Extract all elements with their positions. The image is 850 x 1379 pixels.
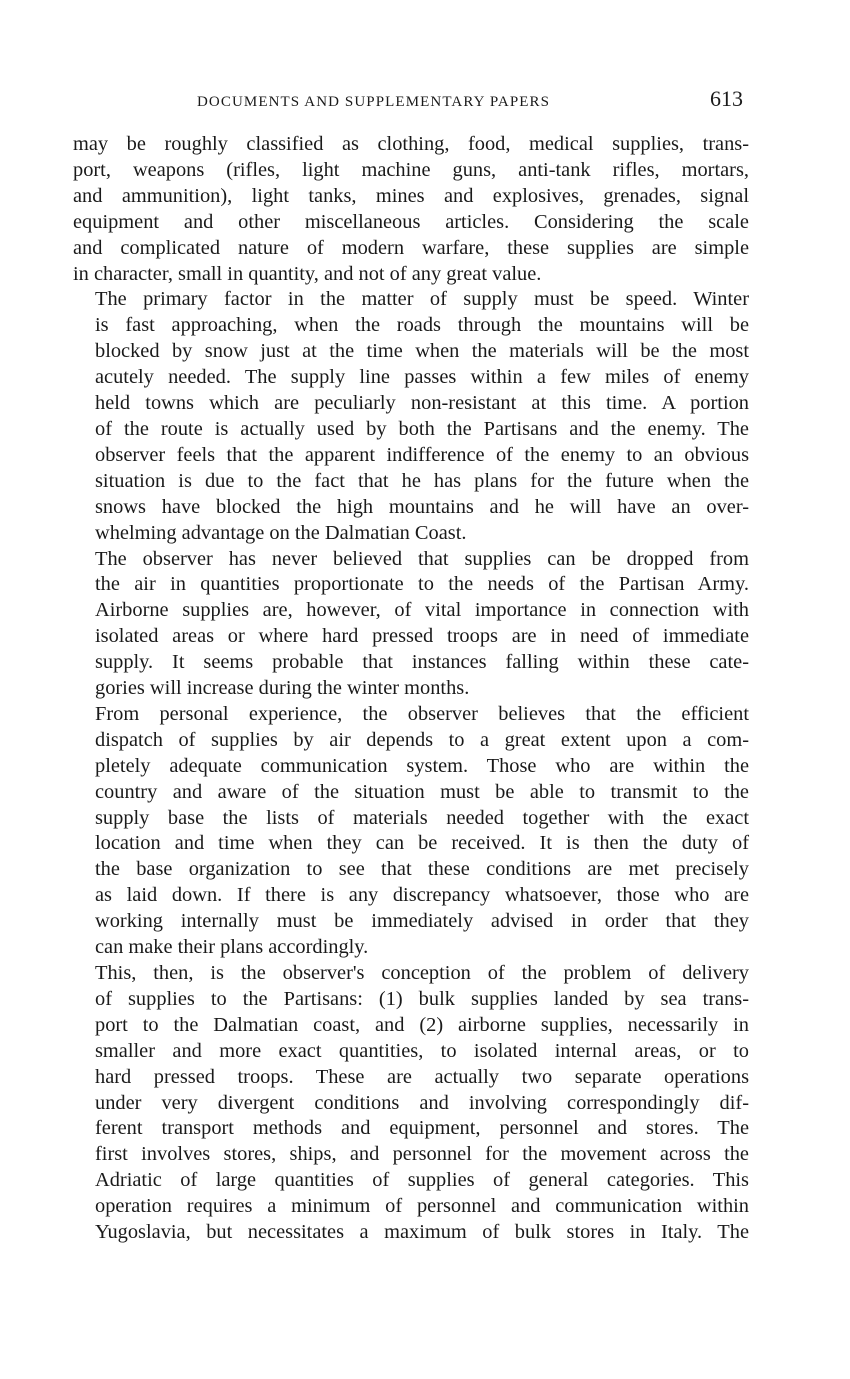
text-line: of the route is actually used by both the Partisans and the enemy. The	[95, 417, 749, 440]
text-line: dispatch of supplies by air depends to a great extent upon a com-	[95, 728, 749, 751]
text-line: Airborne supplies are, however, of vital importance in connection with	[95, 599, 749, 622]
text-line: ferent transport methods and equipment, personnel and stores. The	[95, 1117, 749, 1140]
paragraph	[73, 132, 749, 287]
text-line: supply base the lists of materials needed together with the exact	[95, 806, 749, 829]
body-text	[73, 132, 749, 1246]
text-line: situation is due to the fact that he has plans for the future when the	[95, 469, 749, 492]
text-line: The observer has never believed that supplies can be dropped from	[95, 547, 749, 570]
text-line: acutely needed. The supply line passes within a few miles of enemy	[95, 366, 749, 389]
text-line: can make their plans accordingly.	[95, 936, 369, 959]
text-line: port, weapons (rifles, light machine guns, anti-tank rifles, mortars,	[73, 158, 749, 181]
text-line: smaller and more exact quantities, to isolated internal areas, or to	[95, 1039, 749, 1062]
paragraph	[73, 547, 749, 702]
text-line: as laid down. If there is any discrepancy whatsoever, those who are	[95, 884, 749, 907]
text-line: isolated areas or where hard pressed troops are in need of immediate	[95, 625, 749, 648]
text-line: location and time when they can be received. It is then the duty of	[95, 832, 749, 855]
text-line: and complicated nature of modern warfare, these supplies are simple	[73, 236, 749, 259]
text-line: of supplies to the Partisans: (1) bulk supplies landed by sea trans-	[95, 987, 749, 1010]
text-line: country and aware of the situation must be able to transmit to the	[95, 780, 749, 803]
text-line: the air in quantities proportionate to the needs of the Partisan Army.	[95, 573, 749, 596]
document-page	[73, 84, 749, 1246]
text-line: is fast approaching, when the roads through the mountains will be	[95, 314, 749, 337]
paragraph	[73, 961, 749, 1246]
text-line: under very divergent conditions and involving correspondingly dif-	[95, 1091, 749, 1114]
text-line: pletely adequate communication system. Those who are within the	[95, 754, 749, 777]
text-line: gories will increase during the winter months.	[95, 677, 470, 700]
paragraph	[73, 287, 749, 546]
running-header	[73, 84, 749, 118]
text-line: operation requires a minimum of personnel and communication within	[95, 1195, 749, 1218]
page-number: 613	[710, 86, 743, 111]
text-line: first involves stores, ships, and personnel for the movement across the	[95, 1143, 749, 1166]
text-line: The primary factor in the matter of supply must be speed. Winter	[95, 288, 749, 311]
text-line: in character, small in quantity, and not of any great value.	[73, 262, 542, 285]
text-line: supply. It seems probable that instances falling within these cate-	[95, 651, 749, 674]
paragraph	[73, 702, 749, 961]
text-line: and ammunition), light tanks, mines and explosives, grenades, signal	[73, 184, 749, 207]
text-line: Adriatic of large quantities of supplies of general categories. This	[95, 1169, 749, 1192]
text-line: working internally must be immediately advised in order that they	[95, 910, 749, 933]
text-line: snows have blocked the high mountains and he will have an over-	[95, 495, 749, 518]
text-line: From personal experience, the observer believes that the efficient	[95, 702, 749, 725]
text-line: blocked by snow just at the time when the materials will be the most	[95, 340, 749, 363]
text-line: whelming advantage on the Dalmatian Coast.	[95, 521, 467, 544]
text-line: observer feels that the apparent indifference of the enemy to an obvious	[95, 443, 749, 466]
text-line: Yugoslavia, but necessitates a maximum of bulk stores in Italy. The	[95, 1221, 749, 1244]
text-line: may be roughly classified as clothing, food, medical supplies, trans-	[73, 133, 749, 155]
text-line: This, then, is the observer's conception of the problem of delivery	[95, 962, 749, 984]
running-title: DOCUMENTS AND SUPPLEMENTARY PAPERS	[197, 94, 551, 110]
text-line: the base organization to see that these conditions are met precisely	[95, 858, 749, 881]
text-line: hard pressed troops. These are actually two separate operations	[95, 1065, 749, 1088]
text-line: held towns which are peculiarly non-resistant at this time. A portion	[95, 392, 749, 415]
text-line: port to the Dalmatian coast, and (2) airborne supplies, necessarily in	[95, 1013, 749, 1036]
text-line: equipment and other miscellaneous articles. Considering the scale	[73, 210, 749, 233]
